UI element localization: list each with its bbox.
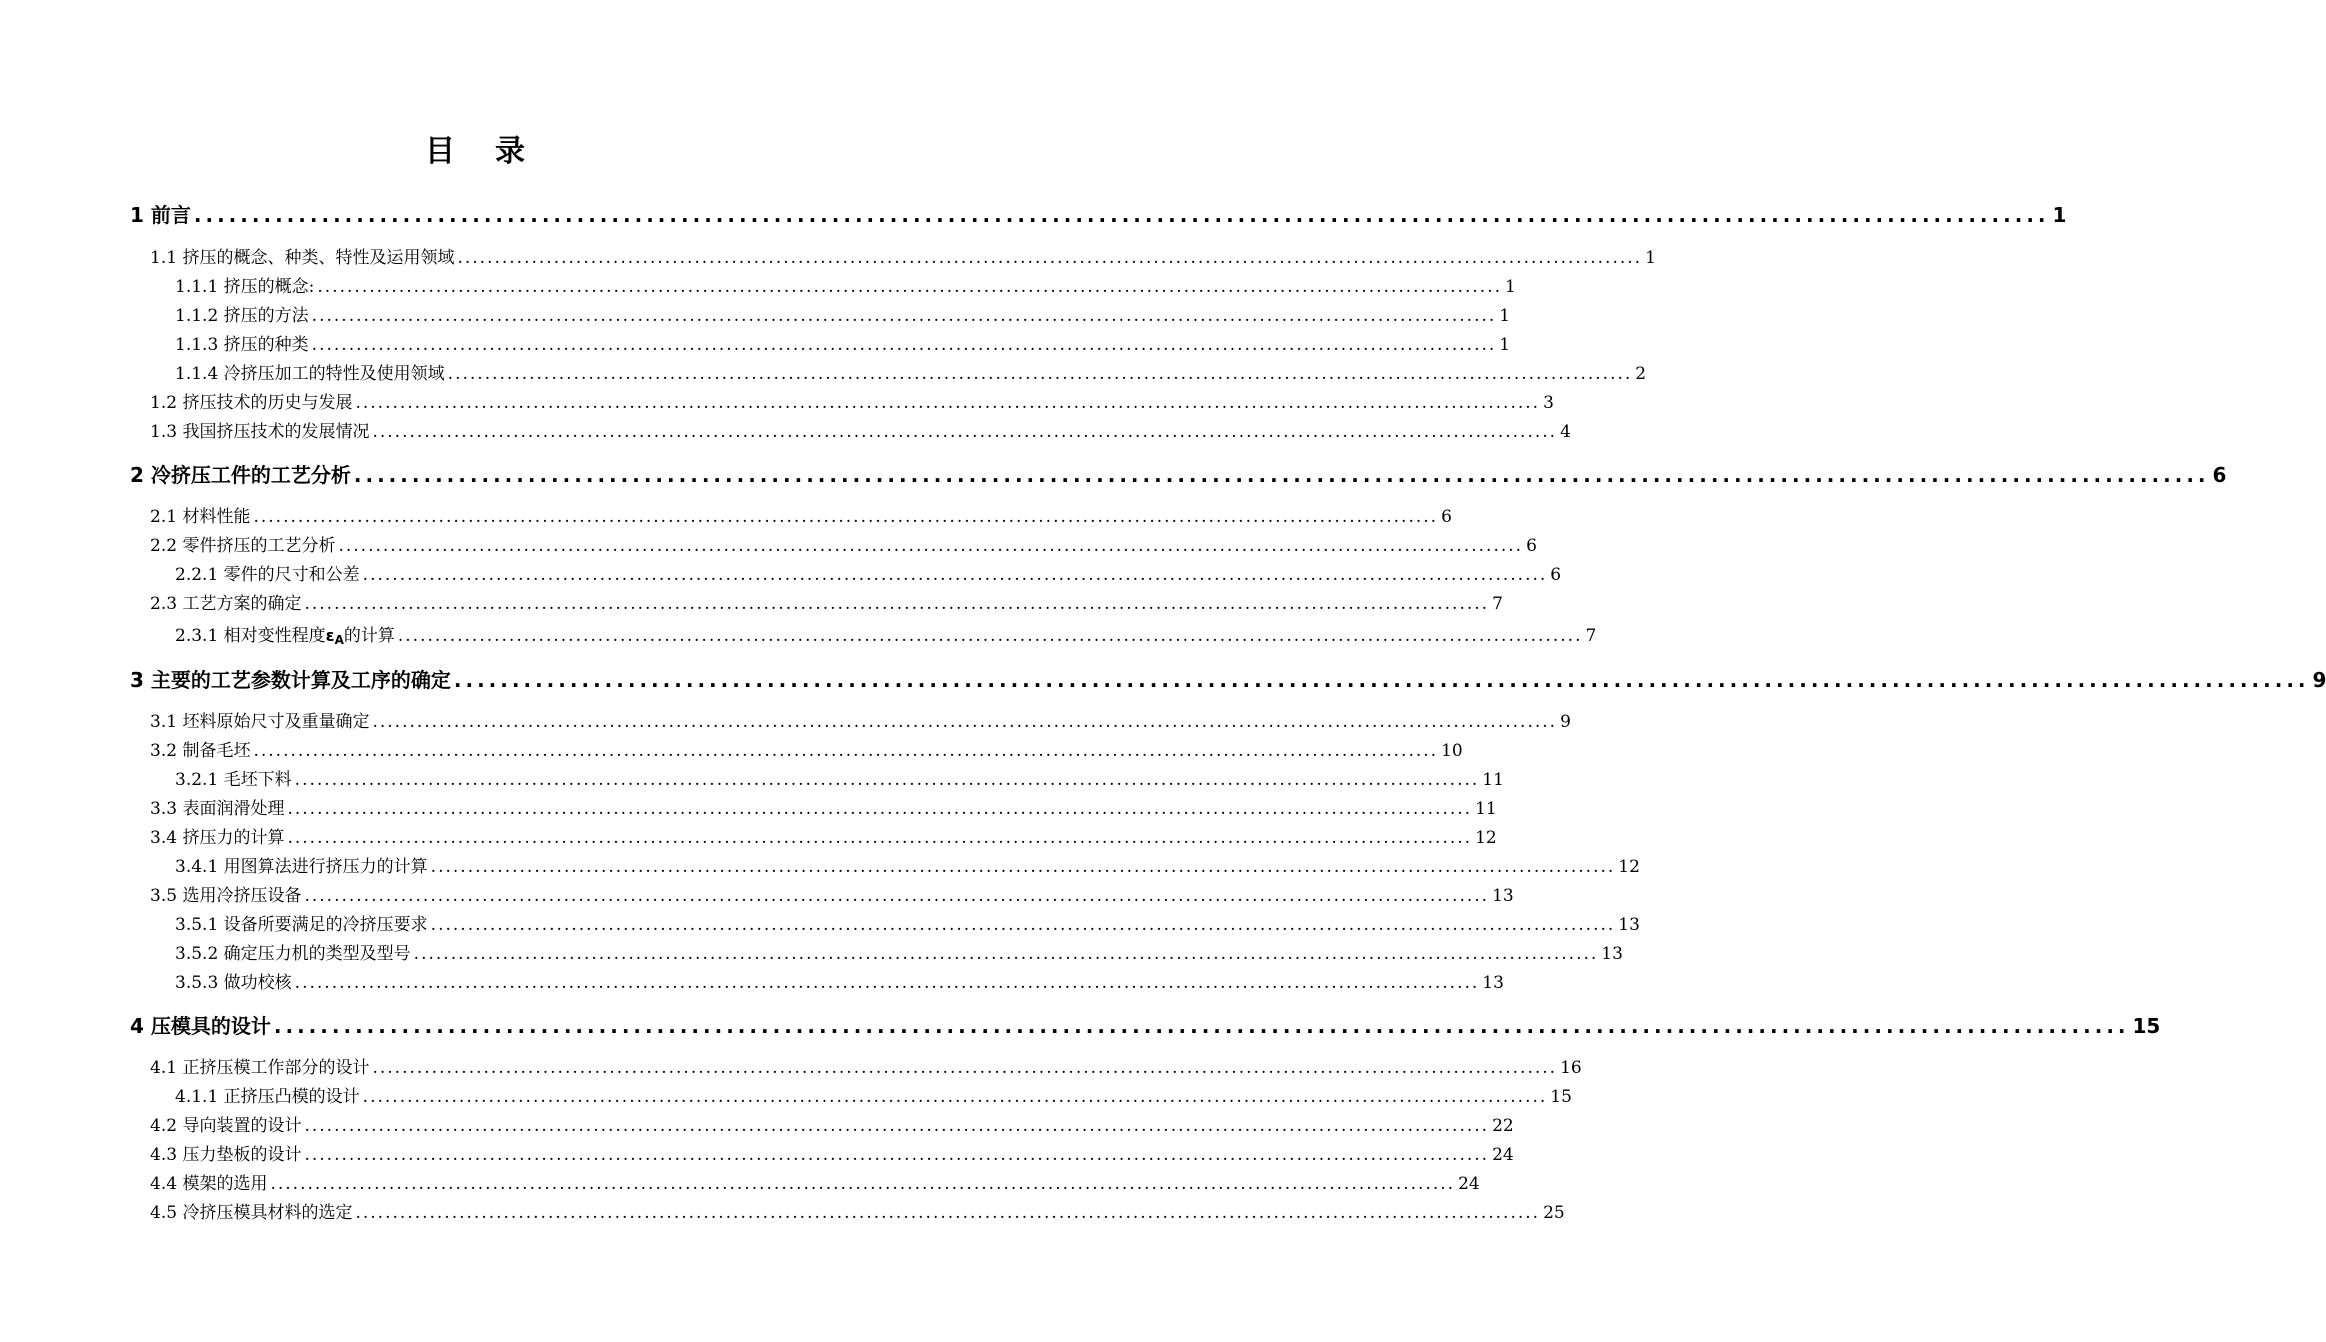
toc-entry-title-text: 3.2.1 毛坯下料 bbox=[175, 770, 292, 790]
toc-page-number: 13 bbox=[1601, 944, 1623, 964]
toc-entry-level-2[interactable] bbox=[150, 590, 1503, 618]
toc-dot-leader: ................................................................................................................................................................ bbox=[311, 335, 1497, 355]
toc-dot-leader: ................................................................................................................................................................ bbox=[294, 973, 1480, 993]
toc-dot-leader: ................................................................................................................................................................ bbox=[353, 463, 2210, 487]
toc-page-number: 16 bbox=[1560, 1058, 1582, 1078]
toc-page-number: 6 bbox=[1550, 565, 1562, 585]
toc-dot-leader: ................................................................................................................................................................ bbox=[193, 203, 2050, 227]
toc-page-number: 6 bbox=[1526, 536, 1537, 556]
toc-entry-title-text: 4.1 正挤压模工作部分的设计 bbox=[150, 1058, 370, 1078]
toc-dot-leader: ................................................................................................................................................................ bbox=[253, 741, 1439, 761]
toc-entry-title bbox=[150, 389, 352, 417]
toc-entry-title bbox=[150, 532, 335, 560]
toc-dot-leader: ................................................................................................................................................................ bbox=[317, 277, 1502, 297]
toc-dot-leader: ................................................................................................................................................................ bbox=[304, 886, 1490, 906]
toc-entry-level-2[interactable] bbox=[150, 503, 1452, 531]
toc-page-number: 13 bbox=[1492, 886, 1514, 906]
toc-entry-level-3[interactable] bbox=[175, 1083, 1572, 1111]
toc-page-number: 9 bbox=[1560, 712, 1571, 732]
toc-entry-title bbox=[175, 911, 428, 939]
toc-entry-title-text: 1 前言 bbox=[130, 203, 191, 227]
toc-entry-title bbox=[150, 824, 284, 852]
toc-entry-title bbox=[150, 590, 301, 618]
toc-entry-level-2[interactable] bbox=[150, 795, 1497, 823]
toc-entry-level-3[interactable] bbox=[175, 969, 1504, 997]
toc-entry-level-2[interactable] bbox=[150, 418, 1571, 446]
toc-entry-title bbox=[175, 622, 395, 654]
toc-dot-leader: ................................................................................................................................................................ bbox=[453, 668, 2310, 692]
toc-dot-leader: ................................................................................................................................................................ bbox=[338, 536, 1524, 556]
toc-entry-title bbox=[150, 737, 250, 765]
toc-entry-level-1[interactable] bbox=[130, 1009, 2161, 1043]
toc-page-number: 12 bbox=[1618, 857, 1640, 877]
toc-page-number: 1 bbox=[1499, 306, 1511, 326]
toc-entry-level-2[interactable] bbox=[150, 708, 1571, 736]
toc-entry-title-text: 2.2.1 零件的尺寸和公差 bbox=[175, 565, 360, 585]
toc-dot-leader: ................................................................................................................................................................ bbox=[355, 393, 1541, 413]
toc-page-number: 1 bbox=[2052, 203, 2067, 227]
toc-page-number: 22 bbox=[1492, 1116, 1514, 1136]
toc-entry-title bbox=[175, 302, 309, 330]
toc-entry-title-text: 2.1 材料性能 bbox=[150, 507, 251, 527]
toc-entry-level-2[interactable] bbox=[150, 824, 1497, 852]
toc-page-number: 1 bbox=[1645, 248, 1656, 268]
toc-entry-title bbox=[175, 1083, 360, 1111]
toc-page-number: 2 bbox=[1635, 364, 1647, 384]
toc-entry-title-text: 4.1.1 正挤压凸模的设计 bbox=[175, 1087, 360, 1107]
toc-page-number: 24 bbox=[1492, 1145, 1514, 1165]
toc-page-number: 7 bbox=[1585, 626, 1597, 646]
toc-entry-title bbox=[175, 853, 428, 881]
toc-entry-title-text: 3.5 选用冷挤压设备 bbox=[150, 886, 302, 906]
toc-entry-title-text: 3.4.1 用图算法进行挤压力的计算 bbox=[175, 857, 428, 877]
epsilon-symbol: ε bbox=[325, 626, 335, 645]
toc-entry-title bbox=[150, 882, 301, 910]
toc-page-number: 13 bbox=[1482, 973, 1504, 993]
toc-entry-level-2[interactable] bbox=[150, 1054, 1582, 1082]
toc-entry-title-text: 4 压模具的设计 bbox=[130, 1014, 271, 1038]
toc-entry-level-2[interactable] bbox=[150, 1141, 1514, 1169]
toc-dot-leader: ................................................................................................................................................................ bbox=[397, 626, 1583, 646]
toc-entry-title bbox=[175, 360, 445, 388]
toc-entry-level-3[interactable] bbox=[175, 766, 1504, 794]
toc-page-number: 15 bbox=[1550, 1087, 1572, 1107]
toc-dot-leader: ................................................................................................................................................................ bbox=[372, 422, 1558, 442]
toc-dot-leader: ................................................................................................................................................................ bbox=[287, 828, 1473, 848]
toc-entry-title-text: 2.2 零件挤压的工艺分析 bbox=[150, 536, 336, 556]
toc-entry-level-3[interactable] bbox=[175, 622, 1597, 650]
toc-dot-leader: ................................................................................................................................................................ bbox=[372, 1058, 1558, 1078]
toc-page-number: 9 bbox=[2312, 668, 2326, 692]
toc-dot-leader: ................................................................................................................................................................ bbox=[304, 1145, 1490, 1165]
toc-entry-title bbox=[175, 331, 309, 359]
toc-entry-title-text: 1.2 挤压技术的历史与发展 bbox=[150, 393, 353, 413]
epsilon-subscript: A bbox=[334, 633, 344, 647]
toc-entry-title bbox=[150, 795, 284, 823]
toc-page-number: 24 bbox=[1458, 1174, 1480, 1194]
toc-dot-leader: ................................................................................................................................................................ bbox=[457, 248, 1643, 268]
toc-dot-leader: ................................................................................................................................................................ bbox=[430, 857, 1616, 877]
toc-entry-title bbox=[150, 1170, 267, 1198]
toc-page-number: 6 bbox=[2212, 463, 2227, 487]
toc-entry-level-3[interactable] bbox=[175, 331, 1511, 359]
toc-page-number: 6 bbox=[1441, 507, 1452, 527]
toc-entry-level-1[interactable] bbox=[130, 663, 2326, 697]
toc-entry-level-2[interactable] bbox=[150, 882, 1514, 910]
toc-page-number: 10 bbox=[1441, 741, 1463, 761]
toc-dot-leader: ................................................................................................................................................................ bbox=[447, 364, 1633, 384]
toc-entry-title bbox=[150, 1141, 301, 1169]
toc-entry-title bbox=[175, 940, 411, 968]
toc-entry-title-text: 1.3 我国挤压技术的发展情况 bbox=[150, 422, 370, 442]
toc-entry-title bbox=[150, 418, 369, 446]
toc-page-number: 13 bbox=[1618, 915, 1640, 935]
toc-entry-title bbox=[150, 244, 454, 272]
toc-entry-title-text: 1.1.1 挤压的概念: bbox=[175, 277, 315, 297]
toc-entry-title-text: 1.1.4 冷挤压加工的特性及使用领域 bbox=[175, 364, 445, 384]
toc-entry-title-text: 4.3 压力垫板的设计 bbox=[150, 1145, 302, 1165]
toc-entry-title-text: 3.4 挤压力的计算 bbox=[150, 828, 285, 848]
toc-entry-title-text: 3.3 表面润滑处理 bbox=[150, 799, 285, 819]
toc-dot-leader: ................................................................................................................................................................ bbox=[304, 594, 1490, 614]
toc-entry-title bbox=[150, 708, 369, 736]
toc-entry-title-text: 4.5 冷挤压模具材料的选定 bbox=[150, 1203, 353, 1223]
toc-dot-leader: ................................................................................................................................................................ bbox=[430, 915, 1616, 935]
toc-entry-title-suffix: 的计算 bbox=[343, 626, 395, 646]
toc-entry-title bbox=[130, 663, 451, 697]
toc-entry-title-text: 3.5.2 确定压力机的类型及型号 bbox=[175, 944, 411, 964]
toc-entry-title bbox=[130, 1009, 271, 1043]
toc-entry-title bbox=[175, 561, 360, 589]
toc-page-number: 15 bbox=[2132, 1014, 2161, 1038]
toc-dot-leader: ................................................................................................................................................................ bbox=[413, 944, 1599, 964]
toc-entry-level-2[interactable] bbox=[150, 1112, 1514, 1140]
toc-dot-leader: ................................................................................................................................................................ bbox=[372, 712, 1558, 732]
page-title: 目录 bbox=[425, 134, 565, 169]
toc-entry-title-text: 3.5.1 设备所要满足的冷挤压要求 bbox=[175, 915, 428, 935]
toc-entry-title-text: 3.1 坯料原始尺寸及重量确定 bbox=[150, 712, 370, 732]
toc-dot-leader: ................................................................................................................................................................ bbox=[273, 1014, 2130, 1038]
toc-entry-level-2[interactable] bbox=[150, 389, 1554, 417]
toc-entry-title-text: 2.3 工艺方案的确定 bbox=[150, 594, 302, 614]
toc-dot-leader: ................................................................................................................................................................ bbox=[287, 799, 1473, 819]
toc-dot-leader: ................................................................................................................................................................ bbox=[294, 770, 1480, 790]
toc-entry-level-3[interactable] bbox=[175, 853, 1640, 881]
toc-entry-title-text: 1.1.3 挤压的种类 bbox=[175, 335, 309, 355]
toc-entry-title-text: 2 冷挤压工件的工艺分析 bbox=[130, 463, 351, 487]
toc-entry-title-text: 3 主要的工艺参数计算及工序的确定 bbox=[130, 668, 451, 692]
toc-entry-title bbox=[150, 1199, 352, 1227]
toc-entry-title bbox=[175, 969, 292, 997]
toc-dot-leader: ................................................................................................................................................................ bbox=[355, 1203, 1541, 1223]
toc-page-number: 1 bbox=[1505, 277, 1516, 297]
toc-entry-level-1[interactable] bbox=[130, 458, 2227, 492]
toc-dot-leader: ................................................................................................................................................................ bbox=[311, 306, 1497, 326]
toc-entry-level-3[interactable] bbox=[175, 360, 1647, 388]
toc-entry-level-3[interactable] bbox=[175, 273, 1516, 301]
toc-entry-title-text: 4.4 模架的选用 bbox=[150, 1174, 268, 1194]
toc-entry-level-2[interactable] bbox=[150, 1170, 1480, 1198]
toc-page-number: 11 bbox=[1482, 770, 1504, 790]
toc-entry-title-text: 1.1 挤压的概念、种类、特性及运用领域 bbox=[150, 248, 455, 268]
toc-entry-level-1[interactable] bbox=[130, 198, 2067, 232]
toc-page-number: 11 bbox=[1475, 799, 1497, 819]
toc-entry-level-3[interactable] bbox=[175, 911, 1640, 939]
toc-entry-title bbox=[150, 503, 250, 531]
toc-dot-leader: ................................................................................................................................................................ bbox=[362, 565, 1548, 585]
toc-entry-level-2[interactable] bbox=[150, 1199, 1565, 1227]
toc-entry-level-3[interactable] bbox=[175, 561, 1562, 589]
toc-entry-title-text: 2.3.1 相对变性程度 bbox=[175, 626, 326, 646]
toc-dot-leader: ................................................................................................................................................................ bbox=[304, 1116, 1490, 1136]
toc-entry-level-3[interactable] bbox=[175, 302, 1511, 330]
toc-dot-leader: ................................................................................................................................................................ bbox=[270, 1174, 1456, 1194]
toc-entry-title bbox=[150, 1112, 301, 1140]
toc-entry-level-3[interactable] bbox=[175, 940, 1623, 968]
toc-entry-title bbox=[175, 273, 314, 301]
toc-page-number: 3 bbox=[1543, 393, 1554, 413]
toc-entry-title bbox=[130, 198, 191, 232]
toc-page-number: 25 bbox=[1543, 1203, 1565, 1223]
toc-entry-title-text: 3.5.3 做功校核 bbox=[175, 973, 292, 993]
toc-page-number: 4 bbox=[1560, 422, 1571, 442]
toc-entry-level-2[interactable] bbox=[150, 244, 1656, 272]
toc-entry-level-2[interactable] bbox=[150, 532, 1537, 560]
toc-entry-title-text: 4.2 导向装置的设计 bbox=[150, 1116, 302, 1136]
toc-page-number: 1 bbox=[1499, 335, 1511, 355]
toc-entry-title bbox=[130, 458, 351, 492]
toc-entry-title-text: 1.1.2 挤压的方法 bbox=[175, 306, 309, 326]
toc-entry-title bbox=[175, 766, 292, 794]
toc-entry-title-text: 3.2 制备毛坯 bbox=[150, 741, 251, 761]
toc-entry-level-2[interactable] bbox=[150, 737, 1463, 765]
toc-page-number: 12 bbox=[1475, 828, 1497, 848]
toc-page-number: 7 bbox=[1492, 594, 1503, 614]
toc-dot-leader: ................................................................................................................................................................ bbox=[362, 1087, 1548, 1107]
toc-dot-leader: ................................................................................................................................................................ bbox=[253, 507, 1439, 527]
toc-entry-title bbox=[150, 1054, 369, 1082]
